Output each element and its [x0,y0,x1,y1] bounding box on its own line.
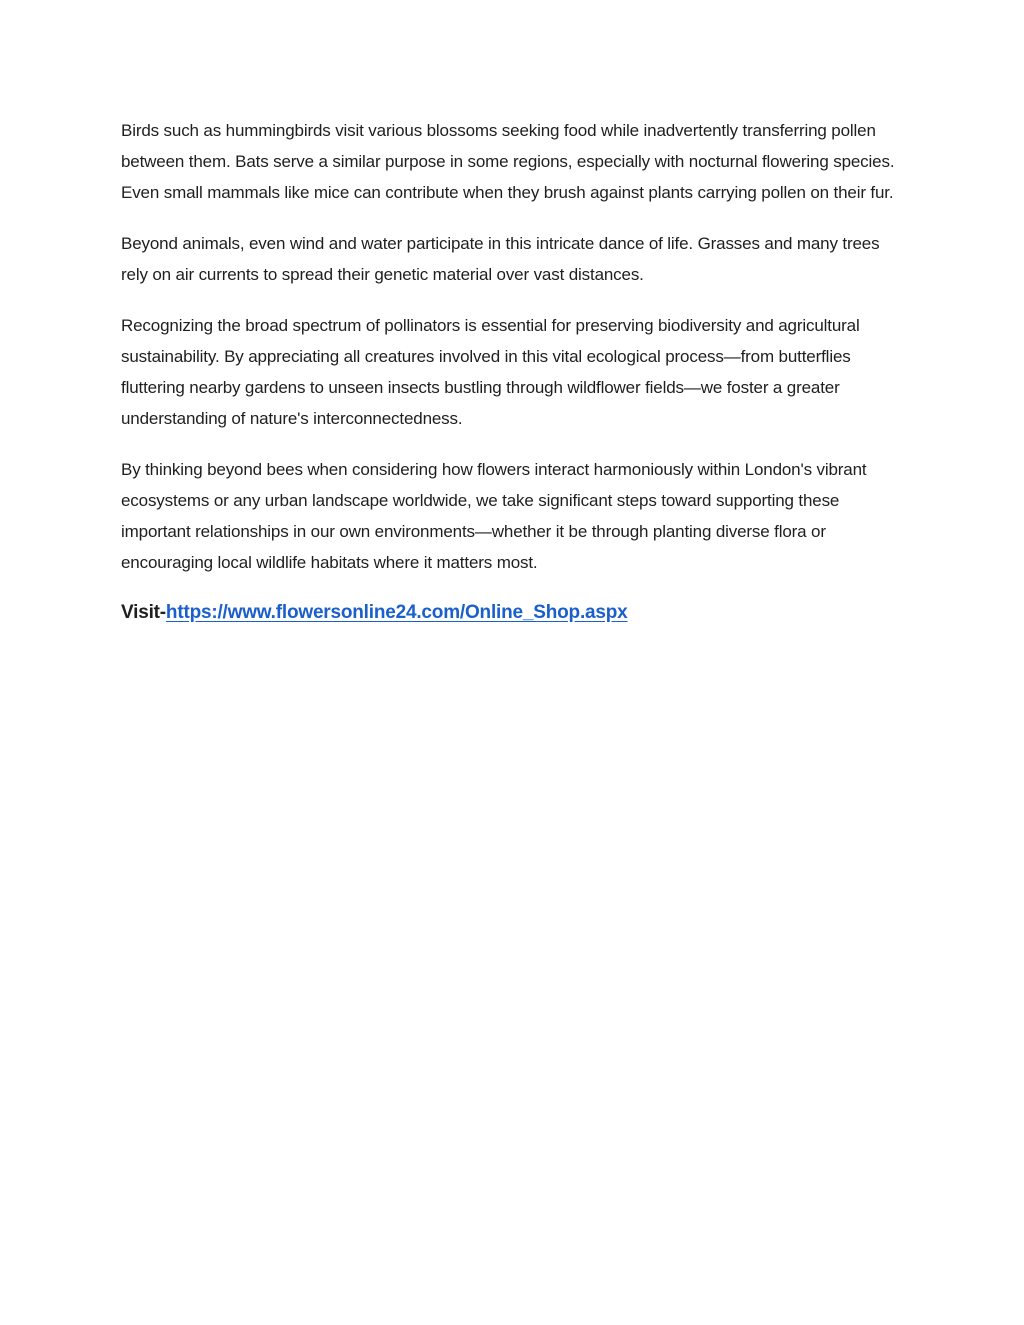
paragraph-recognizing-pollinators: Recognizing the broad spectrum of pollinators is essential for preserving biodiversity and agricultural sustainability. By appreciating all creatures involved in this vital ecological process—from butterflies fluttering nearby gardens to unseen insects bustling through wildflower fields—we foster a greater understanding of nature's interconnectedness. [121,316,860,428]
paragraph-wind-water: Beyond animals, even wind and water participate in this intricate dance of life. Grasses and many trees rely on air currents to spread their genetic material over vast distances. [121,234,880,284]
shop-link[interactable]: https://www.flowersonline24.com/Online_Shop.aspx [165,602,628,623]
paragraph-birds-bats-mammals: Birds such as hummingbirds visit various blossoms seeking food while inadvertently transferring pollen between them. Bats serve a similar purpose in some regions, especially with nocturnal flowering species. Even small mammals like mice can contribute when they brush against plants carrying pollen on their fur. [121,121,895,202]
paragraph-beyond-bees: By thinking beyond bees when considering how flowers interact harmoniously within London's vibrant ecosystems or any urban landscape worldwide, we take significant steps toward supporting these important relationships in our own environments—whether it be through planting diverse flora or encouraging local wildlife habitats where it matters most. [121,460,867,572]
visit-label: Visit- [121,602,166,623]
visit-line [121,598,896,628]
document-body [121,115,896,628]
